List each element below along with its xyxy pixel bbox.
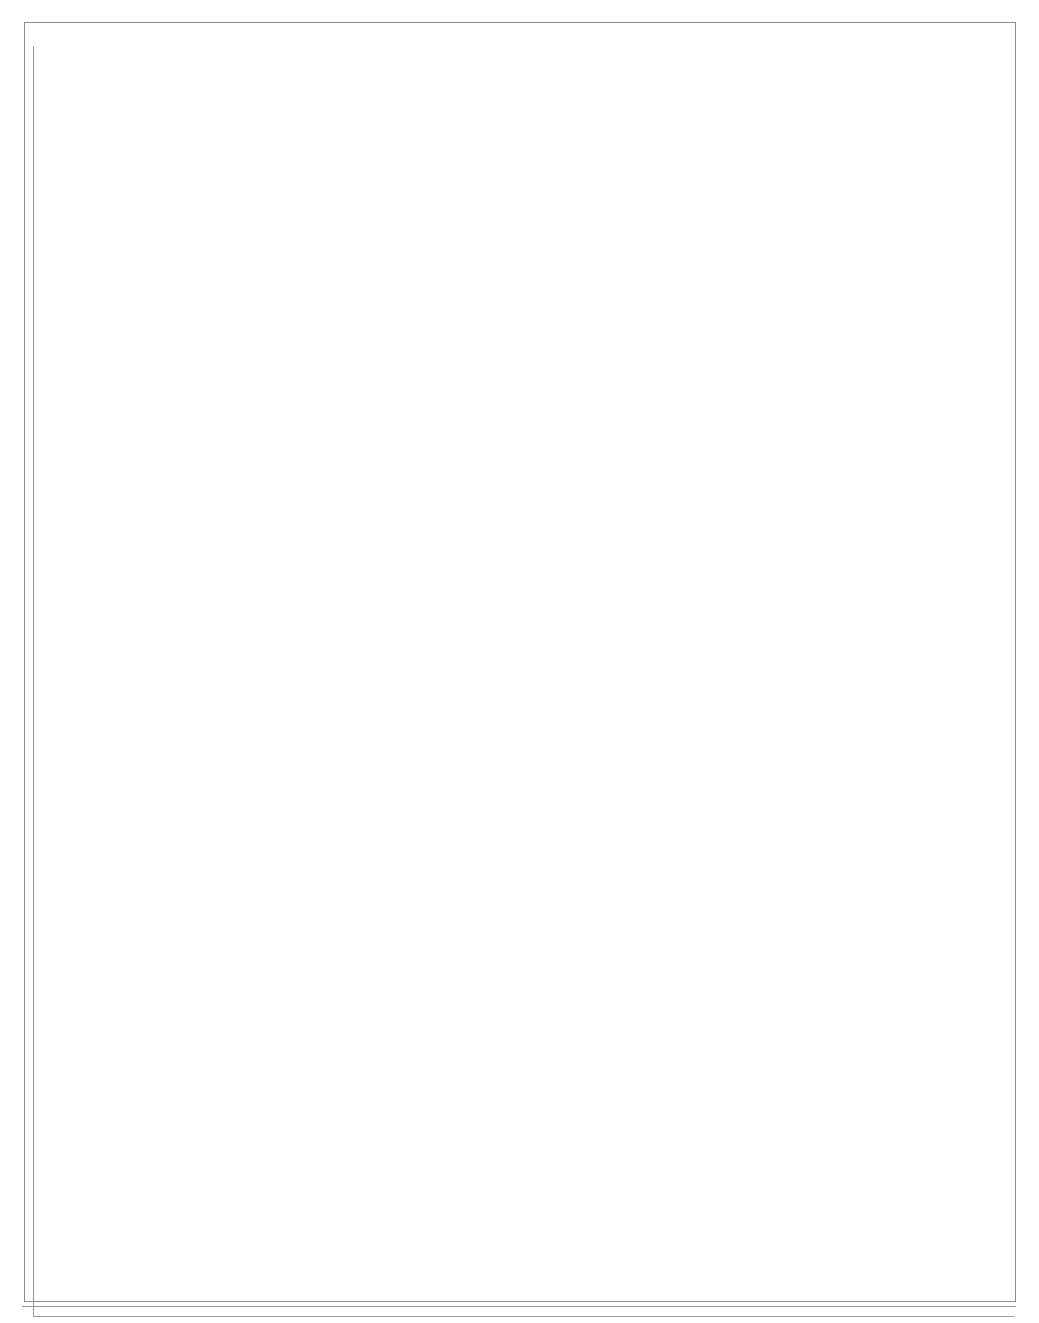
source-footer (808, 1274, 818, 1293)
watermark-right (1019, 0, 1039, 1323)
score-frame (24, 22, 1016, 1302)
watermark-left (2, 0, 22, 1323)
bottom-rule (22, 1306, 1016, 1307)
